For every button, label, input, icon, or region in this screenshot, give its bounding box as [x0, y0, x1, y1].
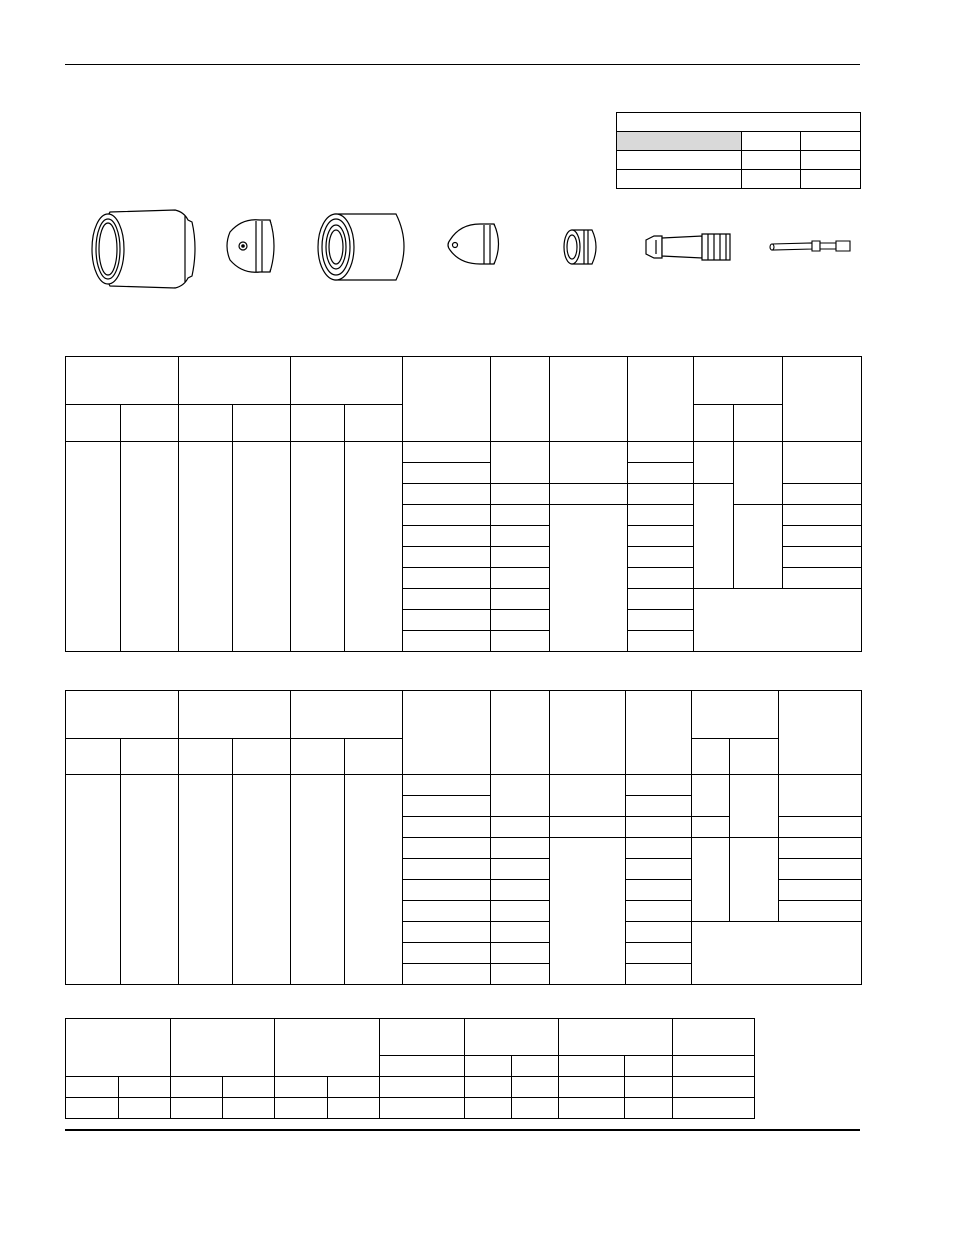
header-cell	[628, 357, 694, 442]
header-cell	[626, 691, 692, 775]
nozzle-icon	[448, 224, 499, 264]
subheader-cell	[465, 1056, 512, 1077]
subheader-cell	[694, 405, 734, 442]
data-cell	[779, 901, 862, 922]
data-cell	[403, 547, 491, 568]
data-cell	[491, 817, 550, 838]
data-cell	[119, 1077, 171, 1098]
subheader-cell	[345, 405, 403, 442]
data-cell	[692, 922, 862, 985]
legend-cell	[617, 151, 742, 170]
legend-cell	[801, 151, 861, 170]
data-cell	[694, 484, 734, 589]
swirl-ring-icon	[564, 230, 596, 264]
data-cell	[626, 796, 692, 817]
legend-cell	[801, 132, 861, 151]
data-cell	[491, 547, 550, 568]
data-cell	[491, 484, 550, 505]
data-cell	[626, 775, 692, 796]
data-cell	[345, 442, 403, 652]
data-cell	[465, 1077, 512, 1098]
data-cell	[628, 505, 694, 526]
data-cell	[233, 775, 291, 985]
data-cell	[628, 463, 694, 484]
subheader-cell	[512, 1056, 559, 1077]
data-cell	[345, 775, 403, 985]
legend-title-cell	[617, 113, 861, 132]
data-cell	[403, 775, 491, 796]
data-cell	[403, 796, 491, 817]
header-rule	[65, 64, 860, 65]
data-cell	[628, 589, 694, 610]
subheader-cell	[625, 1056, 673, 1077]
data-cell	[66, 1098, 119, 1119]
data-cell	[779, 817, 862, 838]
data-cell	[491, 964, 550, 985]
subheader-cell	[179, 739, 233, 775]
header-cell	[491, 357, 550, 442]
data-cell	[179, 442, 233, 652]
data-cell	[779, 838, 862, 859]
data-cell	[491, 775, 550, 817]
data-cell	[403, 568, 491, 589]
data-cell	[779, 880, 862, 901]
data-cell	[673, 1077, 755, 1098]
data-cell	[628, 568, 694, 589]
legend-shaded-cell	[617, 132, 742, 151]
data-cell	[694, 442, 734, 484]
data-cell	[779, 775, 862, 817]
data-cell	[783, 547, 862, 568]
data-cell	[491, 838, 550, 859]
data-cell	[491, 505, 550, 526]
data-cell	[291, 775, 345, 985]
data-cell	[171, 1077, 223, 1098]
data-cell	[66, 442, 121, 652]
header-cell	[673, 1019, 755, 1056]
data-cell	[628, 526, 694, 547]
subheader-cell	[380, 1056, 465, 1077]
data-cell	[783, 568, 862, 589]
subheader-cell	[730, 739, 779, 775]
data-cell	[403, 859, 491, 880]
data-cell	[694, 589, 862, 652]
subheader-cell	[66, 405, 121, 442]
data-cell	[403, 610, 491, 631]
header-cell	[559, 1019, 673, 1056]
data-cell	[233, 442, 291, 652]
data-cell	[328, 1098, 380, 1119]
data-cell	[628, 547, 694, 568]
data-cell	[491, 859, 550, 880]
data-cell	[403, 589, 491, 610]
data-cell	[403, 964, 491, 985]
data-cell	[66, 1077, 119, 1098]
data-cell	[121, 775, 179, 985]
data-cell	[491, 442, 550, 484]
data-cell	[223, 1098, 275, 1119]
data-cell	[403, 484, 491, 505]
subheader-cell	[179, 405, 233, 442]
data-cell	[550, 442, 628, 484]
data-cell	[512, 1098, 559, 1119]
data-cell	[491, 901, 550, 922]
consumables-table-1	[65, 356, 862, 652]
data-cell	[171, 1098, 223, 1119]
header-cell	[550, 691, 626, 775]
header-cell	[694, 357, 783, 405]
data-cell	[628, 442, 694, 463]
data-cell	[550, 775, 626, 817]
subheader-cell	[121, 739, 179, 775]
data-cell	[559, 1077, 625, 1098]
header-cell	[380, 1019, 465, 1056]
shield-cap-icon	[227, 220, 274, 273]
water-tube-icon	[770, 241, 850, 251]
retaining-cap-icon	[318, 214, 404, 280]
data-cell	[491, 568, 550, 589]
data-cell	[403, 631, 491, 652]
data-cell	[550, 817, 626, 838]
data-cell	[692, 775, 730, 817]
data-cell	[626, 838, 692, 859]
data-cell	[403, 505, 491, 526]
data-cell	[550, 505, 628, 652]
data-cell	[730, 775, 779, 838]
data-cell	[223, 1077, 275, 1098]
data-cell	[626, 943, 692, 964]
consumables-table-2	[65, 690, 862, 985]
header-cell	[403, 691, 491, 775]
subheader-cell	[291, 405, 345, 442]
footer-rule	[65, 1129, 860, 1131]
header-cell	[291, 357, 403, 405]
header-cell	[783, 357, 862, 442]
data-cell	[491, 526, 550, 547]
header-cell	[66, 357, 179, 405]
electrode-icon	[646, 234, 730, 260]
data-cell	[380, 1098, 465, 1119]
data-cell	[550, 484, 628, 505]
data-cell	[734, 442, 783, 505]
legend-cell	[617, 170, 742, 189]
data-cell	[628, 484, 694, 505]
data-cell	[403, 526, 491, 547]
data-cell	[491, 880, 550, 901]
data-cell	[783, 526, 862, 547]
data-cell	[692, 817, 730, 838]
header-cell	[692, 691, 779, 739]
data-cell	[403, 880, 491, 901]
header-cell	[291, 691, 403, 739]
data-cell	[673, 1098, 755, 1119]
data-cell	[403, 838, 491, 859]
data-cell	[275, 1077, 328, 1098]
shield-icon	[92, 210, 195, 288]
data-cell	[380, 1077, 465, 1098]
data-cell	[119, 1098, 171, 1119]
header-cell	[171, 1019, 275, 1077]
data-cell	[626, 859, 692, 880]
legend-cell	[742, 170, 801, 189]
subheader-cell	[233, 739, 291, 775]
data-cell	[512, 1077, 559, 1098]
data-cell	[626, 817, 692, 838]
legend-cell	[801, 170, 861, 189]
subheader-cell	[345, 739, 403, 775]
header-cell	[275, 1019, 380, 1077]
data-cell	[734, 505, 783, 589]
data-cell	[179, 775, 233, 985]
subheader-cell	[559, 1056, 625, 1077]
data-cell	[403, 922, 491, 943]
subheader-cell	[121, 405, 179, 442]
data-cell	[403, 463, 491, 484]
data-cell	[275, 1098, 328, 1119]
legend-cell	[742, 132, 801, 151]
data-cell	[783, 505, 862, 526]
subheader-cell	[692, 739, 730, 775]
header-cell	[66, 691, 179, 739]
data-cell	[403, 817, 491, 838]
header-cell	[179, 691, 291, 739]
consumables-table-3	[65, 1018, 755, 1119]
subheader-cell	[66, 739, 121, 775]
data-cell	[491, 610, 550, 631]
data-cell	[628, 610, 694, 631]
data-cell	[491, 589, 550, 610]
data-cell	[491, 943, 550, 964]
subheader-cell	[734, 405, 783, 442]
data-cell	[491, 922, 550, 943]
data-cell	[626, 964, 692, 985]
data-cell	[626, 901, 692, 922]
data-cell	[783, 442, 862, 484]
header-cell	[491, 691, 550, 775]
legend-table	[616, 112, 861, 189]
header-cell	[550, 357, 628, 442]
subheader-cell	[673, 1056, 755, 1077]
header-cell	[66, 1019, 171, 1077]
data-cell	[291, 442, 345, 652]
legend-cell	[742, 151, 801, 170]
consumable-parts-illustration	[80, 200, 860, 300]
data-cell	[403, 442, 491, 463]
data-cell	[628, 631, 694, 652]
data-cell	[550, 838, 626, 985]
data-cell	[559, 1098, 625, 1119]
header-cell	[465, 1019, 559, 1056]
subheader-cell	[233, 405, 291, 442]
subheader-cell	[291, 739, 345, 775]
data-cell	[66, 775, 121, 985]
data-cell	[625, 1077, 673, 1098]
data-cell	[491, 631, 550, 652]
data-cell	[465, 1098, 512, 1119]
data-cell	[403, 901, 491, 922]
data-cell	[730, 838, 779, 922]
header-cell	[179, 357, 291, 405]
data-cell	[328, 1077, 380, 1098]
data-cell	[692, 838, 730, 922]
data-cell	[403, 943, 491, 964]
header-cell	[403, 357, 491, 442]
data-cell	[121, 442, 179, 652]
header-cell	[779, 691, 862, 775]
data-cell	[783, 484, 862, 505]
data-cell	[626, 922, 692, 943]
data-cell	[626, 880, 692, 901]
data-cell	[779, 859, 862, 880]
data-cell	[625, 1098, 673, 1119]
